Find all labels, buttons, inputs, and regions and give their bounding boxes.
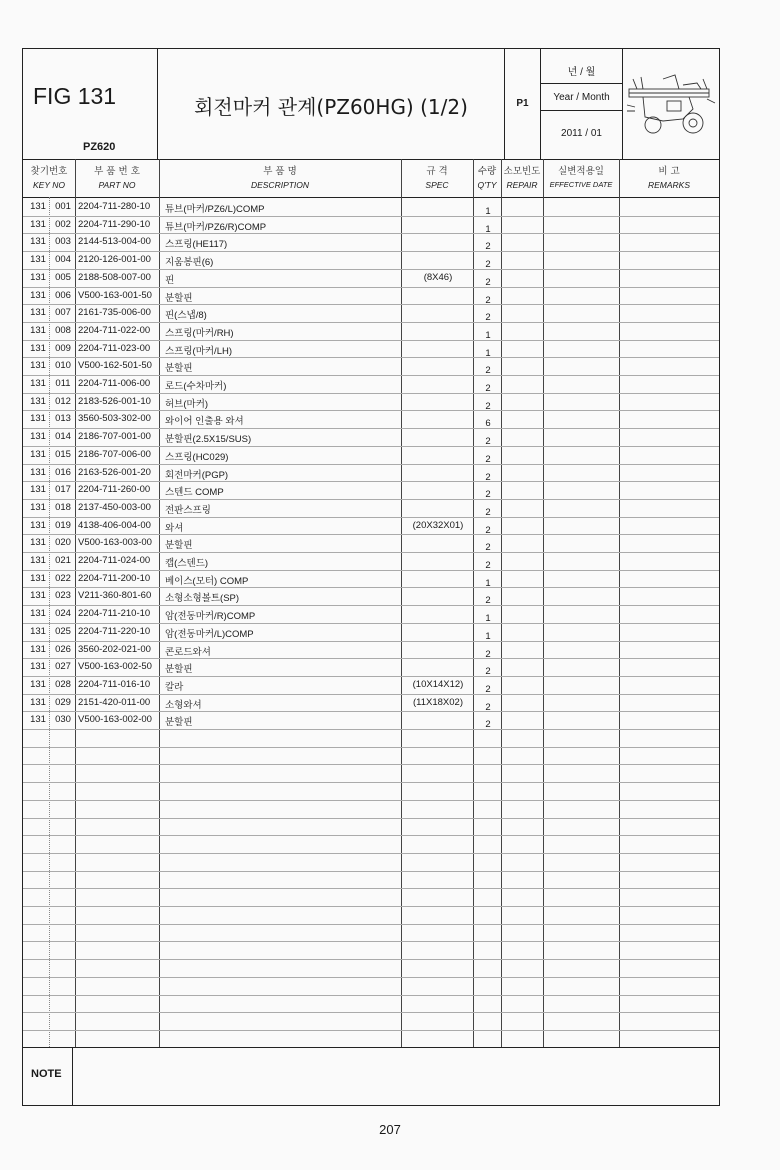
qty-cell: 6 — [485, 418, 491, 430]
col-part: 부 품 번 호 PART NO — [94, 166, 140, 190]
description-cell: 소형와셔 — [165, 699, 202, 711]
table-row — [23, 198, 719, 216]
fig-number-cell: 131 — [30, 431, 46, 443]
date-label-en: Year / Month — [553, 92, 610, 103]
qty-cell: 2 — [485, 560, 491, 571]
qty-cell: 2 — [485, 595, 491, 607]
description-cell: 분할핀 — [165, 717, 193, 729]
description-cell: 허브(마커) — [165, 398, 209, 410]
table-row — [23, 393, 719, 411]
fig-number-cell: 131 — [30, 572, 46, 584]
table-row — [23, 641, 719, 659]
part-no-cell: 2161-735-006-00 — [78, 307, 151, 319]
table-row — [23, 233, 719, 251]
col-effective-date: 실변적용일 EFFECTIVE DATE — [549, 166, 613, 189]
part-no-cell: 2204-711-200-10 — [78, 572, 151, 584]
spec-cell: (10X14X12) — [412, 678, 464, 690]
qty-cell: 1 — [485, 329, 491, 341]
description-cell: 스프링(HE117) — [165, 239, 228, 251]
qty-cell: 2 — [485, 436, 491, 448]
key-no-cell: 011 — [55, 378, 71, 389]
table-row — [23, 428, 719, 446]
qty-cell: 2 — [485, 666, 491, 678]
key-no-cell: 027 — [55, 661, 71, 673]
key-no-cell: 005 — [55, 271, 71, 283]
fig-number-cell: 131 — [30, 342, 46, 354]
description-cell: 스프링(마커/LH) — [165, 345, 232, 357]
part-no-cell: 2204-711-024-00 — [78, 555, 151, 566]
page-label: P1 — [516, 98, 529, 109]
table-row — [23, 251, 719, 269]
qty-cell: 2 — [485, 489, 491, 501]
qty-cell: 2 — [485, 312, 491, 324]
qty-cell: 2 — [485, 383, 491, 394]
key-no-cell: 020 — [55, 537, 71, 549]
description-cell: 핀(스냅/8) — [165, 310, 207, 322]
key-no-cell: 013 — [55, 413, 71, 425]
table-row — [23, 605, 719, 623]
fig-number-cell: 131 — [30, 201, 46, 212]
description-cell: 콘로드와셔 — [165, 646, 211, 658]
fig-number-cell: 131 — [30, 378, 46, 389]
fig-number-cell: 131 — [30, 484, 46, 496]
key-no-cell: 003 — [55, 236, 71, 248]
part-no-cell: 3560-202-021-00 — [78, 643, 151, 655]
fig-number-cell: 131 — [30, 678, 46, 690]
part-no-cell: 2204-711-280-10 — [78, 201, 151, 212]
description-cell: 전판스프링 — [165, 504, 211, 516]
key-no-cell: 024 — [55, 608, 71, 620]
description-cell: 분할핀 — [165, 664, 193, 676]
table-row — [23, 410, 719, 428]
qty-cell: 2 — [485, 453, 491, 465]
qty-cell: 1 — [485, 206, 491, 217]
description-cell: 와이어 인출용 와셔 — [165, 416, 244, 428]
key-no-cell: 006 — [55, 289, 71, 301]
key-no-cell: 016 — [55, 466, 71, 478]
table-row — [23, 322, 719, 340]
description-cell: 분할핀 — [165, 363, 193, 375]
table-row — [23, 269, 719, 287]
fig-cell — [23, 49, 158, 159]
part-no-cell: 2186-707-006-00 — [78, 448, 151, 460]
title-cell — [158, 49, 505, 159]
date-cell — [541, 49, 623, 159]
part-no-cell: 2137-450-003-00 — [78, 501, 151, 513]
description-cell: 스프링(HC029) — [165, 451, 229, 463]
table-row — [23, 552, 719, 570]
fig-number-cell: 131 — [30, 289, 46, 301]
spec-cell: (11X18X02) — [413, 696, 463, 708]
key-no-cell: 019 — [55, 519, 71, 531]
description-cell: 칼라 — [165, 681, 184, 693]
description-cell: 분할핀 — [165, 292, 193, 304]
qty-cell: 2 — [485, 241, 491, 253]
qty-cell: 2 — [485, 701, 491, 713]
fig-number-cell: 131 — [30, 254, 46, 266]
spec-cell: (20X32X01) — [412, 519, 464, 531]
fig-number-cell: 131 — [30, 413, 46, 425]
table-row — [23, 623, 719, 641]
part-no-cell: 2144-513-004-00 — [78, 236, 151, 248]
table-row — [23, 481, 719, 499]
fig-number-cell: 131 — [30, 236, 46, 248]
key-no-cell: 030 — [55, 714, 71, 726]
qty-cell: 2 — [485, 294, 491, 306]
fig-number-cell: 131 — [30, 218, 46, 230]
table-row — [23, 499, 719, 517]
page-cell — [505, 49, 541, 159]
fig-number-cell: 131 — [30, 643, 46, 655]
qty-cell: 1 — [485, 347, 491, 359]
part-no-cell: 2204-711-210-10 — [78, 608, 151, 620]
machine-illustration — [623, 49, 719, 159]
part-no-cell: 2204-711-016-10 — [78, 678, 151, 690]
key-no-cell: 002 — [55, 218, 71, 230]
key-no-cell: 022 — [55, 572, 71, 584]
table-row — [23, 446, 719, 464]
parts-sheet — [22, 48, 720, 1106]
qty-cell: 1 — [485, 613, 491, 625]
table-row — [23, 676, 719, 694]
table-row — [23, 340, 719, 358]
part-no-cell: 2204-711-023-00 — [78, 342, 151, 354]
part-no-cell: V500-163-001-50 — [78, 289, 152, 301]
key-no-cell: 007 — [55, 307, 71, 319]
part-no-cell: V500-162-501-50 — [78, 360, 152, 372]
key-no-cell: 015 — [55, 448, 71, 460]
date-label-ko: 년 / 월 — [567, 67, 596, 78]
header — [23, 49, 719, 160]
part-no-cell: 2186-707-001-00 — [78, 431, 151, 443]
table-row — [23, 517, 719, 535]
description-cell: 분할핀(2.5X15/SUS) — [165, 434, 252, 446]
col-description: 부 품 명 DESCRIPTION — [250, 166, 310, 190]
note-section — [23, 1047, 719, 1106]
qty-cell: 2 — [485, 259, 491, 271]
description-cell: 캡(스텐드) — [165, 558, 209, 569]
fig-number-cell: 131 — [30, 307, 46, 319]
part-no-cell: 2204-711-290-10 — [78, 218, 151, 230]
key-no-cell: 009 — [55, 342, 71, 354]
key-no-cell: 010 — [55, 360, 71, 372]
fig-number-cell: 131 — [30, 537, 46, 549]
key-no-cell: 023 — [55, 590, 71, 602]
table-row — [23, 216, 719, 234]
fig-number-cell: 131 — [30, 466, 46, 478]
note-label: NOTE — [31, 1068, 62, 1080]
fig-number: FIG 131 — [33, 83, 117, 109]
part-no-cell: 2204-711-260-00 — [78, 484, 151, 496]
part-no-cell: 2163-526-001-20 — [78, 466, 151, 478]
description-cell: 튜브(마커/PZ6/L)COMP — [165, 204, 265, 215]
qty-cell: 2 — [485, 276, 491, 288]
table-row — [23, 287, 719, 305]
description-cell: 핀 — [165, 274, 175, 286]
key-no-cell: 028 — [55, 678, 71, 690]
table-row — [23, 711, 719, 729]
fig-number-cell: 131 — [30, 555, 46, 566]
page-number: 207 — [379, 1122, 401, 1137]
table-row — [23, 375, 719, 393]
key-no-cell: 008 — [55, 324, 71, 336]
part-no-cell: 4138-406-004-00 — [78, 519, 151, 531]
table-row — [23, 570, 719, 588]
table-row — [23, 534, 719, 552]
description-cell: 분할핀 — [165, 540, 193, 552]
qty-cell: 2 — [485, 648, 491, 660]
key-no-cell: 026 — [55, 643, 71, 655]
description-cell: 베이스(모터) COMP — [165, 575, 249, 587]
fig-number-cell: 131 — [30, 501, 46, 513]
qty-cell: 2 — [485, 471, 491, 483]
description-cell: 로드(수차마커) — [165, 381, 227, 392]
table-row — [23, 658, 719, 676]
key-no-cell: 017 — [55, 484, 71, 496]
part-no-cell: V500-163-003-00 — [78, 537, 152, 549]
part-no-cell: 2183-526-001-10 — [78, 395, 151, 407]
qty-cell: 2 — [485, 719, 491, 731]
key-no-cell: 012 — [55, 395, 71, 407]
part-no-cell: 2151-420-011-00 — [78, 696, 151, 708]
part-no-cell: V500-163-002-00 — [78, 714, 152, 726]
fig-number-cell: 131 — [30, 608, 46, 620]
date-value: 2011 / 01 — [561, 128, 602, 139]
part-no-cell: 2204-711-220-10 — [78, 625, 151, 637]
part-no-cell: V211-360-801-60 — [78, 590, 152, 602]
description-cell: 암(전동마커/R)COMP — [165, 611, 256, 623]
col-qty: 수량 Q'TY — [477, 166, 497, 190]
page-title: 회전마커 관계(PZ60HG) (1/2) — [194, 95, 468, 119]
key-no-cell: 014 — [55, 431, 71, 443]
col-remarks: 비 고 REMARKS — [647, 166, 691, 190]
qty-cell: 1 — [485, 630, 491, 642]
description-cell: 암(전동마커/L)COMP — [165, 628, 254, 640]
qty-cell: 2 — [485, 506, 491, 518]
table-row — [23, 357, 719, 375]
description-cell: 스프링(마커/RH) — [165, 327, 234, 339]
model-name: PZ620 — [83, 141, 116, 153]
part-no-cell: 2188-508-007-00 — [78, 271, 151, 283]
description-cell: 회전마커(PGP) — [165, 469, 229, 481]
fig-number-cell: 131 — [30, 519, 46, 531]
description-cell: 스텐드 COMP — [165, 487, 224, 499]
key-no-cell: 025 — [55, 625, 71, 637]
fig-number-cell: 131 — [30, 395, 46, 407]
fig-number-cell: 131 — [30, 271, 46, 283]
qty-cell: 2 — [485, 365, 491, 377]
key-no-cell: 021 — [55, 555, 71, 566]
col-spec: 규 격 SPEC — [425, 166, 449, 190]
key-no-cell: 029 — [55, 696, 71, 708]
fig-number-cell: 131 — [30, 360, 46, 372]
description-cell: 튜브(마커/PZ6/R)COMP — [165, 221, 267, 233]
key-no-cell: 001 — [55, 201, 71, 212]
part-no-cell: 2204-711-006-00 — [78, 378, 151, 389]
description-cell: 소형소형볼트(SP) — [165, 593, 240, 605]
qty-cell: 1 — [485, 223, 491, 235]
part-no-cell: 2204-711-022-00 — [78, 324, 151, 336]
qty-cell: 1 — [485, 577, 491, 589]
key-no-cell: 004 — [55, 254, 71, 266]
qty-cell: 2 — [485, 683, 491, 695]
fig-number-cell: 131 — [30, 590, 46, 602]
qty-cell: 2 — [485, 542, 491, 554]
fig-number-cell: 131 — [30, 714, 46, 726]
spec-cell: (8X46) — [423, 271, 453, 283]
column-header — [23, 159, 719, 198]
table-row — [23, 304, 719, 322]
description-cell: 지움봉핀(6) — [165, 257, 214, 269]
fig-number-cell: 131 — [30, 696, 46, 708]
key-no-cell: 018 — [55, 501, 71, 513]
part-no-cell: 2120-126-001-00 — [78, 254, 151, 266]
fig-number-cell: 131 — [30, 448, 46, 460]
rice-transplanter-icon — [623, 49, 719, 159]
qty-cell: 2 — [485, 524, 491, 536]
col-key: 찾기번호 KEY NO — [30, 166, 68, 190]
qty-cell: 2 — [485, 400, 491, 412]
description-cell: 와셔 — [165, 522, 184, 534]
table-row — [23, 587, 719, 605]
part-no-cell: 3560-503-302-00 — [78, 413, 151, 425]
fig-number-cell: 131 — [30, 625, 46, 637]
fig-number-cell: 131 — [30, 661, 46, 673]
table-row — [23, 464, 719, 482]
table-row — [23, 694, 719, 712]
col-repair: 소모빈도 REPAIR — [503, 166, 541, 190]
part-no-cell: V500-163-002-50 — [78, 661, 152, 673]
fig-number-cell: 131 — [30, 324, 46, 336]
